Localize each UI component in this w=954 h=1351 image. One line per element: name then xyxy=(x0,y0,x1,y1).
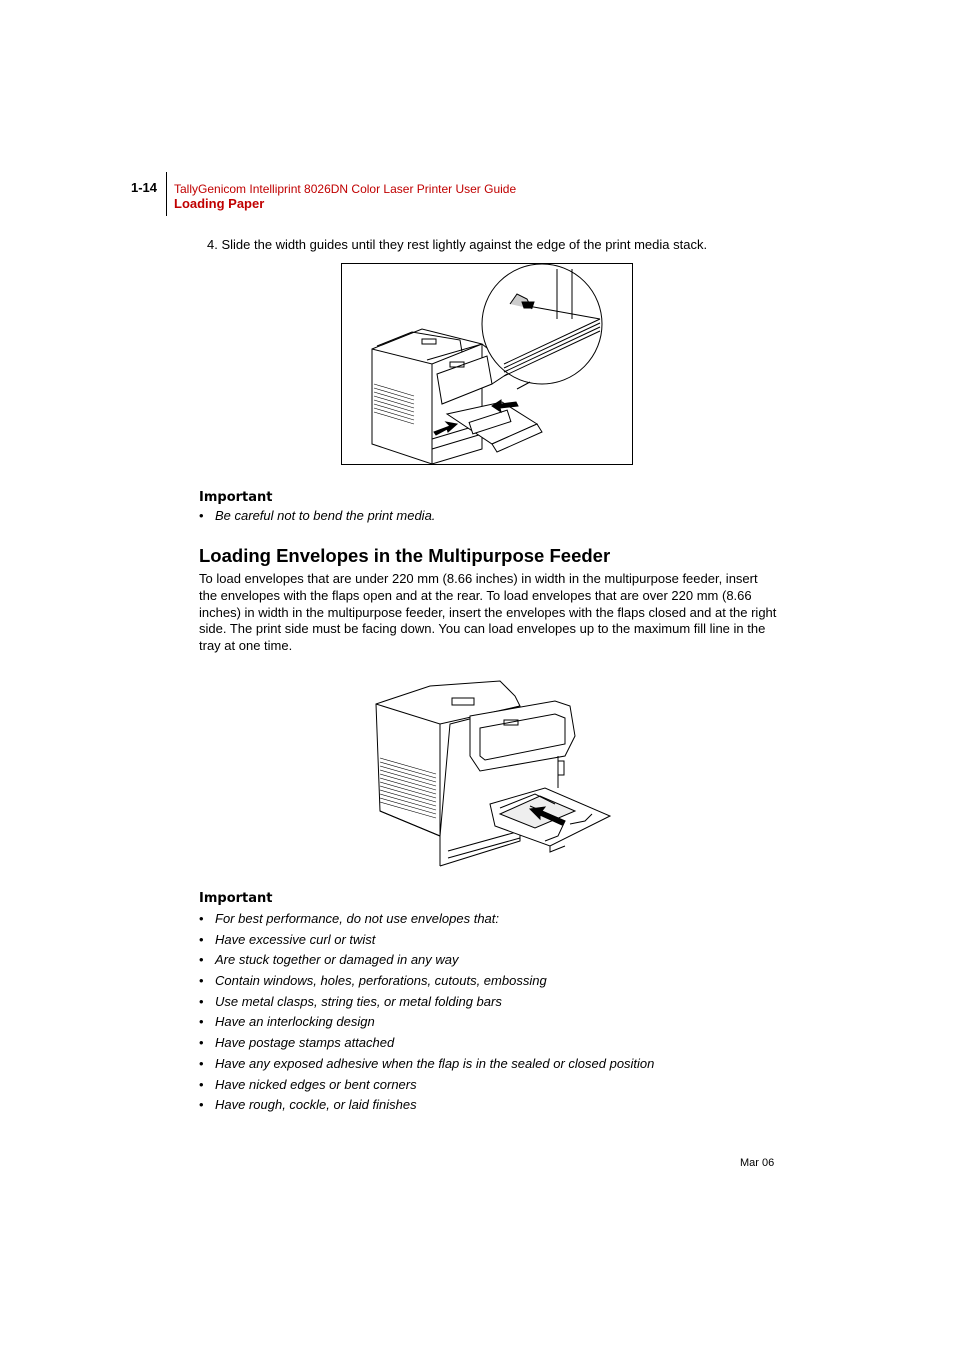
section-title: Loading Paper xyxy=(174,196,265,211)
list-item: • For best performance, do not use envelopes that: xyxy=(199,911,654,932)
important-list-2 xyxy=(199,911,654,1118)
width-guides-illustration xyxy=(341,263,633,465)
envelopes-heading: Loading Envelopes in the Multipurpose Feeder xyxy=(199,545,611,566)
step-4-instruction: 4. Slide the width guides until they rest lightly against the edge of the print media stack. xyxy=(207,237,708,252)
list-item: • Be careful not to bend the print media. xyxy=(199,508,435,523)
envelopes-paragraph: To load envelopes that are under 220 mm (8.66 inches) in width in the multipurpose feeder, insert the envelopes with the flaps open and at the rear. To load envelopes that are over 220 mm (8.66 inches) in width in the multipurpose feeder, insert the envelopes with the flaps closed and at the right side. The print side must be facing down. You can load envelopes up to the maximum fill line in the tray at one time. xyxy=(199,571,777,654)
important-heading-1: Important xyxy=(199,490,273,505)
important-list-1 xyxy=(199,508,435,523)
page-number: 1-14 xyxy=(131,180,158,195)
list-item: • Have any exposed adhesive when the flap is in the sealed or closed position xyxy=(199,1056,654,1077)
footer-date: Mar 06 xyxy=(740,1157,775,1169)
document-title: TallyGenicom Intelliprint 8026DN Color Laser Printer User Guide xyxy=(174,182,517,196)
list-item: • Have nicked edges or bent corners xyxy=(199,1077,654,1098)
envelope-loading-illustration xyxy=(370,676,614,872)
list-item: • Are stuck together or damaged in any way xyxy=(199,952,654,973)
list-item: • Have an interlocking design xyxy=(199,1014,654,1035)
header-divider xyxy=(166,172,167,216)
list-item: • Have rough, cockle, or laid finishes xyxy=(199,1097,654,1118)
list-item: • Have postage stamps attached xyxy=(199,1035,654,1056)
list-item: • Have excessive curl or twist xyxy=(199,932,654,953)
list-item: • Use metal clasps, string ties, or metal folding bars xyxy=(199,994,654,1015)
list-item: • Contain windows, holes, perforations, cutouts, embossing xyxy=(199,973,654,994)
important-heading-2: Important xyxy=(199,891,273,906)
